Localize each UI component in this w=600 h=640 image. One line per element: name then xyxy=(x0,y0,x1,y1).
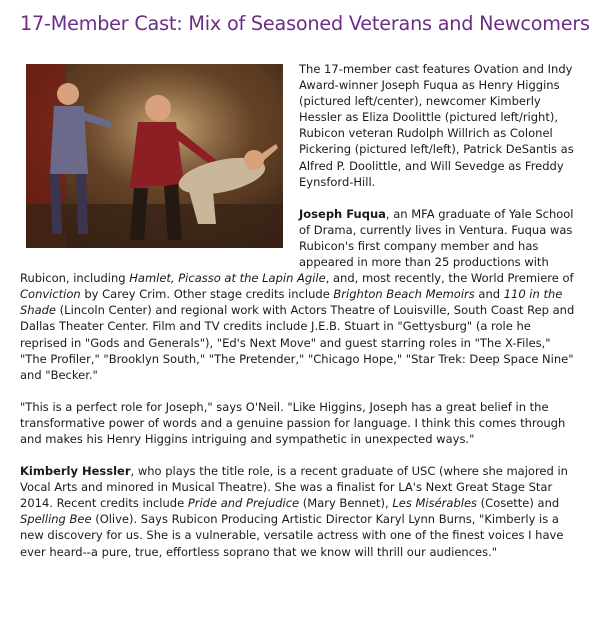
title-italic: Spelling Bee xyxy=(20,512,92,527)
title-italic: Hamlet, Picasso at the Lapin Agile xyxy=(129,271,326,286)
bio-text: (Lincoln Center) and regional work with Actors Theatre of Louisville, South Coast Rep and Dallas Theater Center. Film and TV credits include J.E.B. Stuart in "Gettysburg" (a role he reprised in "Gods and Generals"), "Ed's Next Move" and guest starring roles in "The X-Files," "The Profiler," "Brooklyn South," "The Pretender," "Chicago Hope," "Star Trek: Deep Space Nine" and "Becker." xyxy=(20,303,575,382)
bio-text: (Cosette) and xyxy=(477,496,560,511)
title-italic: Pride and Prejudice xyxy=(187,496,300,511)
title-italic: Brighton Beach Memoirs xyxy=(333,287,475,302)
bio-text: (Olive). Says Rubicon Producing Artistic Director Karyl Lynn Burns, "Kimberly is a new discovery for us. She is a vulnerable, versatile actress with one of the finest voices I have ever heard--a pure, true, effortless soprano that we know will thrill our audiences." xyxy=(20,512,564,559)
bio-text: , an MFA graduate of Yale School of Drama, currently lives in Ventura. Fuqua was Rubicon's first company member and has appeared in more than 25 productions with Rubicon, including xyxy=(20,206,574,286)
bio-text: and xyxy=(474,287,504,302)
paragraph-kimberly-hessler xyxy=(20,463,580,560)
bio-text: , and, most recently, the World Premiere of xyxy=(325,271,574,286)
bio-text: , who plays the title role, is a recent graduate of USC (where she majored in Vocal Arts and minored in Musical Theatre). She was a finalist for LA's Next Great Stage Star 2014. Recent credits include xyxy=(20,464,568,511)
title-italic: 110 in the Shade xyxy=(20,287,563,318)
bio-text: by Carey Crim. Other stage credits include xyxy=(80,287,334,302)
title-italic: Conviction xyxy=(20,287,81,302)
page-title: 17-Member Cast: Mix of Seasoned Veterans and Newcomers xyxy=(20,12,590,35)
name-joseph-fuqua: Joseph Fuqua xyxy=(299,206,386,221)
photo-float-spacer xyxy=(20,61,299,266)
article-body xyxy=(20,61,580,576)
paragraph-cast-intro: The 17-member cast features Ovation and Indy Award-winner Joseph Fuqua as Henry Higgins (pictured left/center), newcomer Kimberly Hessler as Eliza Doolittle (pictured left/right), Rubicon veteran Rudolph Willrich as Colonel Pickering (pictured left/left), Patrick DeSantis as Alfred P. Doolittle, and Will Sevedge as Freddy Eynsford-Hill. xyxy=(299,62,574,189)
name-kimberly-hessler: Kimberly Hessler xyxy=(20,464,131,479)
title-italic: Les Misérables xyxy=(392,496,478,511)
paragraph-oneil-quote: "This is a perfect role for Joseph," says O'Neil. "Like Higgins, Joseph has a great belief in the transformative power of words and a genuine passion for language. I think this comes through and makes his Henry Higgins intriguing and sympathetic in unexpected ways." xyxy=(20,399,566,446)
bio-text: (Mary Bennet), xyxy=(299,496,393,511)
